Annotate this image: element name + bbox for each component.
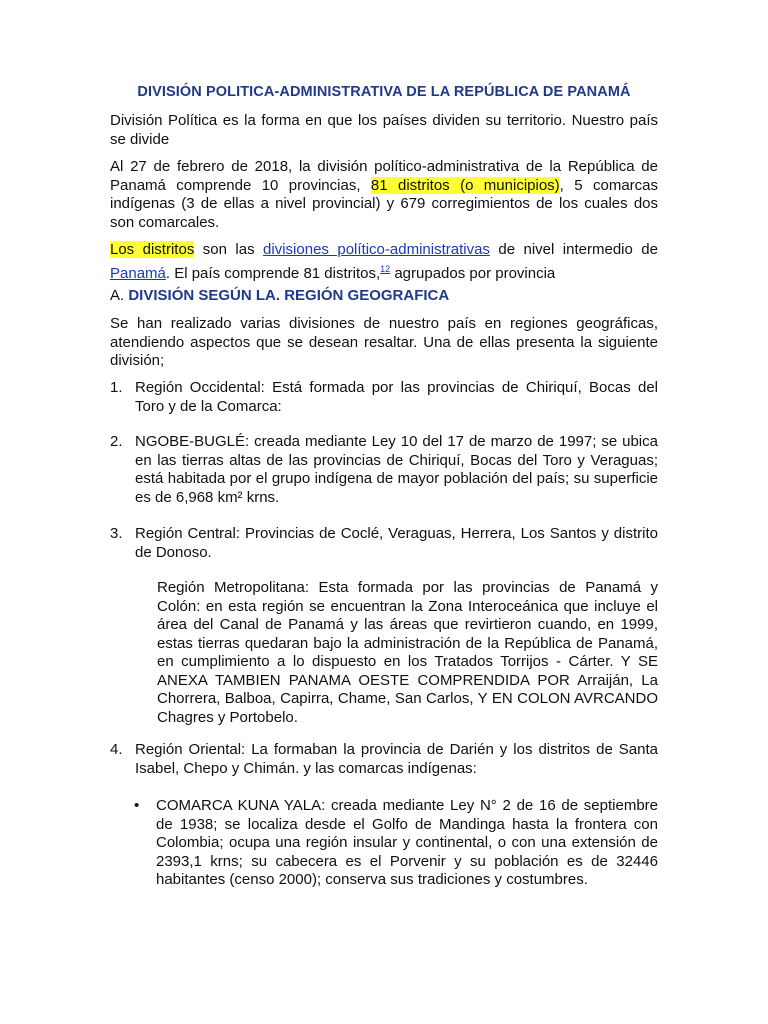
list-item [110, 525, 658, 562]
bullet-item-text: COMARCA KUNA YALA: creada mediante Ley N° 2 de 16 de septiembre de 1938; se localiza desde el Golfo de Mandinga hasta la frontera con Colombia; ocupa una región insular y continental, o con una extensión de 2393,1 krns; su cabecera es el Porvenir y su población es de 32446 habitantes (censo 2000); conserva sus tradiciones y costumbres. [156, 797, 658, 888]
list-number: 4. [110, 741, 123, 758]
list-item-text: Región Occidental: Está formada por las provincias de Chiriquí, Bocas del Toro y de la Comarca: [135, 379, 658, 415]
list-item-text: NGOBE-BUGLÉ: creada mediante Ley 10 del 17 de marzo de 1997; se ubica en las tierras altas de las provincias de Chiriquí, Bocas del Toro y Veraguas; está habitada por el grupo indígena de mayor población del país; su superficie es de 6,968 km² krns. [135, 433, 658, 506]
bullet-item [110, 797, 658, 890]
regions-intro-paragraph: Se han realizado varias divisiones de nuestro país en regiones geográficas, atendiendo aspectos que se desean resaltar. Una de ellas presenta la siguiente división; [110, 315, 658, 369]
list-item [110, 379, 658, 416]
districts-text-b: de nivel intermedio de [489, 241, 658, 258]
list-number: 2. [110, 433, 123, 450]
panama-link[interactable]: Panamá [110, 264, 166, 282]
section-prefix: A. [110, 287, 129, 304]
summary-text-b: , 5 comarcas indígenas (3 de ellas a nivel provincial) y 679 corregimientos de los cuales dos son comarcales. [110, 176, 658, 231]
districts-text-a: son las [194, 241, 264, 258]
metro-region-paragraph: Región Metropolitana: Esta formada por las provincias de Panamá y Colón: en esta región se encuentran la Zona Interoceánica que incluye el área del Canal de Panamá y las áreas que revirtieron cuando, en 1999, estas tierras quedaran bajo la administración de la República de Panamá, en cumplimiento a lo dispuesto en los Tratados Torrijos - Cárter. Y SE ANEXA TAMBIEN PANAMA OESTE COMPRENDIDA POR Arraiján, La Chorrera, Balboa, Capirra, Chame, San Carlos, Y EN COLON AVRCANDO Chagres y Portobelo. [157, 579, 658, 726]
intro-paragraph: División Política es la forma en que los países dividen su territorio. Nuestro país se divide [110, 112, 658, 148]
districts-paragraph [110, 241, 658, 283]
section-heading [110, 287, 449, 304]
summary-text-a: Al 27 de febrero de 2018, la división político-administrativa de la República de Panamá comprende 10 provincias, [110, 158, 658, 194]
footnote-link[interactable]: 12 [380, 263, 391, 274]
highlighted-districts: 81 distritos (o municipios) [370, 176, 560, 194]
list-item-text: Región Central: Provincias de Coclé, Veraguas, Herrera, Los Santos y distrito de Donoso. [135, 525, 658, 561]
list-number: 3. [110, 525, 123, 542]
bullet-icon: • [134, 797, 140, 814]
list-item [110, 741, 658, 778]
divisiones-link[interactable]: divisiones político-administrativas [263, 241, 490, 258]
list-item [110, 433, 658, 507]
list-number: 1. [110, 379, 123, 396]
list-item-text: Región Oriental: La formaban la provincia de Darién y los distritos de Santa Isabel, Chepo y Chimán. y las comarcas indígenas: [135, 741, 658, 777]
division-summary-paragraph [110, 158, 658, 232]
section-title: DIVISIÓN SEGÚN LA. REGIÓN GEOGRAFICA [128, 287, 450, 304]
districts-text-d: agrupados por provincia [390, 264, 556, 282]
districts-text-c: . El país comprende 81 distritos, [165, 264, 381, 282]
highlighted-los-distritos: Los distritos [110, 241, 195, 258]
page-title: DIVISIÓN POLITICA-ADMINISTRATIVA DE LA REPÚBLICA DE PANAMÁ [137, 84, 631, 100]
